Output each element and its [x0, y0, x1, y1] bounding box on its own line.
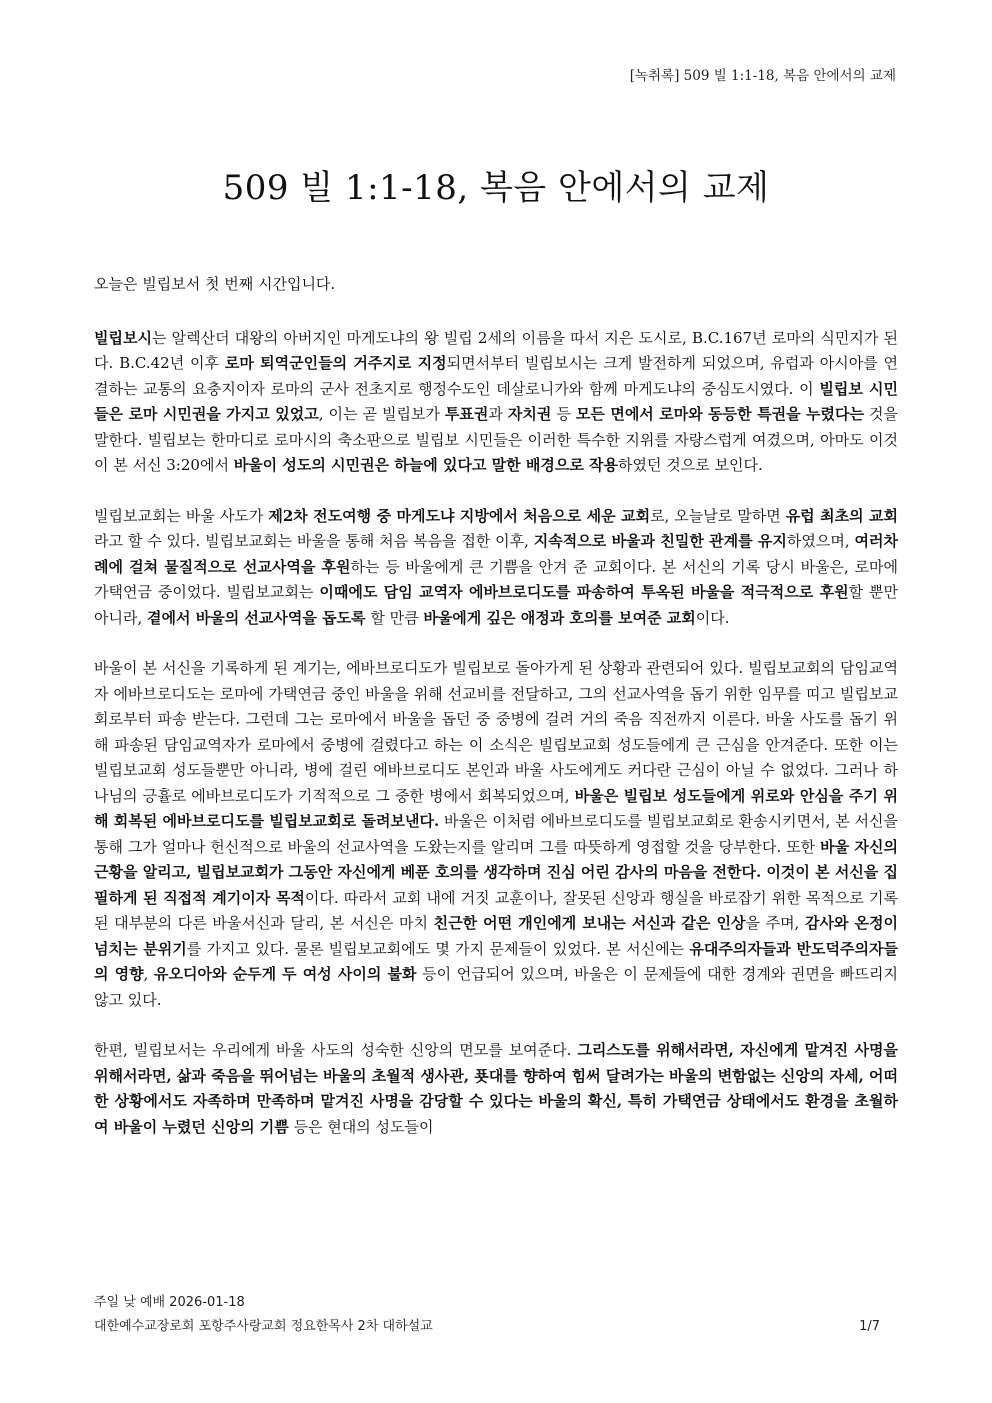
body-text: 등 — [551, 405, 576, 423]
page-number: 1/7 — [859, 1319, 880, 1334]
emphasis-text: 제2차 전도여행 중 마게도냐 지방에서 처음으로 세운 교회 — [268, 506, 651, 525]
body-text: 하였으며, — [786, 532, 855, 550]
body-text: 하였던 것으로 보인다. — [618, 456, 763, 474]
body-text: 과 — [488, 405, 508, 423]
running-header: [녹취록] 509 빌 1:1-18, 복음 안에서의 교제 — [629, 68, 896, 84]
body-text: 할 만큼 — [365, 608, 424, 627]
emphasis-text: 바울 자신의 근황을 알리고, 빌립보교회가 그동안 자신에게 베푼 호의를 생각하며 진심 어린 감사의 마음을 전한다. 이것이 본 서신을 집필하게 된 직접적 계기이자 목적 — [94, 837, 899, 907]
service-date: 주일 낮 예배 2026-01-18 — [94, 1295, 245, 1310]
emphasis-text: 바울은 빌립보 성도들에게 위로와 안심을 주기 위해 회복된 에바브로디도를 빌립보교회로 돌려보낸다. — [94, 786, 898, 830]
body-text: 하는 등 바울에게 큰 기쁨을 안겨 준 교회이다. 본 서신의 기록 당시 바울은, 로마에 가택연금 중이었다. 빌립보교회는 — [94, 557, 898, 601]
paragraph-1 — [94, 326, 898, 479]
body-text: 이다. — [695, 608, 730, 627]
emphasis-text: 유오디아와 순두게 두 여성 사이의 불화 — [154, 965, 417, 983]
body-text: , — [143, 965, 155, 983]
emphasis-text: 이때에도 담임 교역자 에바브로디도를 파송하여 투옥된 바울을 적극적으로 후원 — [319, 583, 849, 601]
emphasis-text: 빌립보 시민들은 로마 시민권을 가지고 있었고 — [94, 379, 898, 423]
body-text: 등은 현대의 성도들이 — [288, 1117, 434, 1136]
intro-paragraph: 오늘은 빌립보서 첫 번째 시간입니다. — [94, 275, 336, 293]
body-text: 바울이 본 서신을 기록하게 된 계기는, 에바브로디도가 빌립보로 돌아가게 된 상황과 관련되어 있다. 빌립보교회의 담임교역자 에바브로디도는 로마에 가택연금 중인 바울을 위해 선교비를 전달하고, 그의 선교사역을 돕기 위한 임무를 띠고 빌립보교회로부터 파송 받는다. 그런데 그는 로마에서 바울을 돕던 중 중병에 걸려 거의 죽음 직전까지 이른다. 바울 사도를 돕기 위해 파송된 담임교역자가 로마에서 중병에 걸렸다고 하는 이 소식은 빌립보교회 성도들에게 큰 근심을 안겨준다. 또한 이는 빌립보교회 성도들뿐만 아니라, 병에 걸린 에바브로디도 본인과 바울 사도에게도 커다란 근심이 아닐 수 없었다. 그러나 하나님의 긍휼로 에바브로디도가 기적적으로 그 중한 병에서 회복되었으며, — [94, 659, 898, 805]
body-text: 등이 언급되어 있으며, 바울은 이 문제들에 대한 경계와 권면을 빠뜨리지 않고 있다. — [94, 965, 898, 1009]
sermon-body — [94, 272, 898, 1165]
emphasis-text: 바울이 성도의 시민권은 하늘에 있다고 말한 배경으로 작용 — [233, 456, 619, 474]
paragraph-4 — [94, 1038, 898, 1140]
paragraph-3 — [94, 656, 898, 1013]
emphasis-text: 빌립보시 — [94, 328, 152, 347]
body-text: 빌립보교회는 바울 사도가 — [94, 506, 269, 525]
emphasis-text: 자치권 — [507, 405, 552, 423]
emphasis-text: 로마 퇴역군인들의 거주지로 지정 — [224, 354, 447, 372]
body-text: 되면서부터 빌립보시는 크게 발전하게 되었으며, 유럽과 아시아를 연결하는 교통의 요충지이자 로마의 군사 전초지로 행정수도인 데살로니가와 함께 마게도냐의 중심도시였다. 이 — [94, 354, 899, 398]
body-text: 를 가지고 있다. 물론 빌립보교회에도 몇 가지 문제들이 있었다. 본 서신에는 — [186, 939, 690, 958]
church-line: 대한예수교장로회 포항주사랑교회 정요한목사 2차 대하설교 — [94, 1319, 433, 1334]
body-text: 이다. 따라서 교회 내에 거짓 교훈이나, 잘못된 신앙과 행실을 바로잡기 위한 목적으로 기록된 대부분의 다른 바울서신과 달리, 본 서신은 마치 — [94, 888, 898, 932]
body-text: 바울은 이처럼 에바브로디도를 빌립보교회로 환송시키면서, 본 서신을 통해 그가 얼마나 헌신적으로 바울의 선교사역을 도왔는지를 알리며 그를 따뜻하게 영접할 것을 당부한다. 또한 — [94, 812, 898, 856]
emphasis-text: 유럽 최초의 교회 — [785, 506, 898, 525]
body-text: 로, 오늘날로 말하면 — [650, 506, 786, 525]
body-text: 것을 말한다. 빌립보는 한마디로 로마시의 축소판으로 빌립보 시민들은 이러한 특수한 지위를 자랑스럽게 여겼으며, 아마도 이것이 본 서신 3:20에서 — [94, 405, 898, 474]
body-text: 할 뿐만아니라, — [94, 583, 899, 627]
body-text: 는 알렉산더 대왕의 아버지인 마게도냐의 왕 빌립 2세의 이름을 따서 지은 도시로, B.C.167년 로마의 식민지가 된다. B.C.42년 이후 — [94, 328, 898, 372]
emphasis-text: 모든 면에서 로마와 동등한 특권을 누렸다는 — [575, 405, 864, 423]
emphasis-text: 곁에서 바울의 선교사역을 돕도록 — [147, 608, 366, 627]
emphasis-text: 여러차례에 걸쳐 물질적으로 선교사역을 후원 — [94, 532, 898, 576]
emphasis-text: 유대주의자들과 반도덕주의자들의 영향 — [94, 939, 898, 983]
emphasis-text: 친근한 어떤 개인에게 보내는 서신과 같은 인상 — [433, 914, 746, 932]
body-text: , 이는 곧 빌립보가 — [318, 405, 445, 423]
emphasis-text: 그리스도를 위해서라면, 자신에게 맡겨진 사명을 위해서라면, 삶과 죽음을 뛰어넘는 바울의 초월적 생사관, 푯대를 향하여 힘써 달려가는 바울의 변함없는 신앙의 자세, 어떠한 상황에서도 자족하며 만족하며 맡겨진 사명을 감당할 수 있다는 바울의 확신, 특히 가택연금 상태에서도 환경을 초월하여 바울이 누렸던 신앙의 기쁨 — [94, 1041, 899, 1136]
body-text: 을 주며, — [745, 914, 805, 932]
emphasis-text: 투표권 — [444, 405, 489, 423]
body-text: 한편, 빌립보서는 우리에게 바울 사도의 성숙한 신앙의 면모를 보여준다. — [94, 1041, 578, 1059]
emphasis-text: 지속적으로 바울과 친밀한 관계를 유지 — [533, 532, 787, 550]
body-text: 라고 할 수 있다. 빌립보교회는 바울을 통해 처음 복음을 접한 이후, — [94, 532, 534, 550]
page-footer — [94, 1291, 898, 1339]
paragraph-2 — [94, 504, 898, 632]
emphasis-text: 감사와 온정이 넘치는 분위기 — [94, 914, 898, 958]
emphasis-text: 바울에게 깊은 애정과 호의를 보여준 교회 — [423, 608, 696, 627]
page-title: 509 빌 1:1-18, 복음 안에서의 교제 — [222, 168, 770, 208]
